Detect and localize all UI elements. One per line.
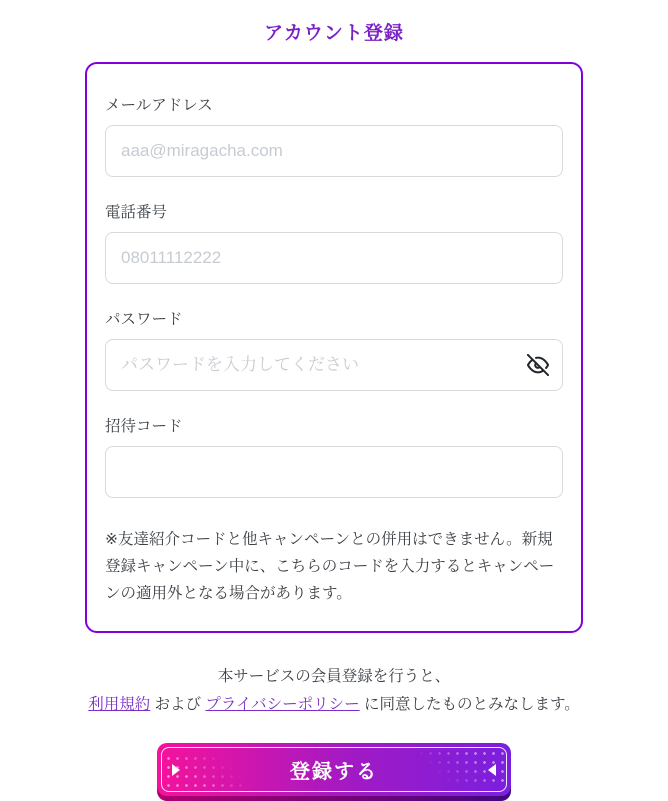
page-title: アカウント登録 (264, 23, 404, 44)
agreement-line1: 本サービスの会員登録を行うと、 (217, 668, 451, 686)
email-input-wrap (105, 125, 563, 177)
invite-input-wrap (105, 446, 563, 498)
register-button-label: 登録する (290, 761, 378, 784)
phone-label: 電話番号 (105, 204, 168, 221)
register-button[interactable] (157, 743, 511, 796)
agreement-middle: および (150, 696, 206, 714)
password-field-group (105, 307, 563, 391)
email-input[interactable] (105, 125, 563, 177)
eye-off-icon (527, 354, 549, 376)
invite-code-label: 招待コード (105, 418, 183, 435)
dots-pattern-top-right (408, 749, 504, 785)
invite-code-input[interactable] (105, 446, 563, 498)
register-button-area (157, 743, 511, 801)
triangle-right-icon (172, 764, 180, 776)
phone-input[interactable] (105, 232, 563, 284)
password-visibility-toggle[interactable] (525, 352, 551, 378)
password-input[interactable] (105, 339, 563, 391)
invite-field-group (105, 414, 563, 498)
password-label: パスワード (105, 311, 183, 328)
dots-pattern-bottom-left (164, 754, 260, 790)
phone-input-wrap (105, 232, 563, 284)
agreement-suffix: に同意したものとみなします。 (359, 696, 580, 714)
email-field-group (105, 93, 563, 177)
triangle-left-icon (488, 764, 496, 776)
terms-link[interactable]: 利用規約 (88, 696, 151, 714)
password-input-wrap (105, 339, 563, 391)
invite-code-note: ※友達紹介コードと他キャンペーンとの併用はできません。新規登録キャンペーン中に、こちらのコードを入力するとキャンペーンの適用外となる場合があります。 (105, 531, 555, 603)
agreement-text (0, 663, 668, 719)
privacy-policy-link[interactable]: プライバシーポリシー (205, 696, 360, 714)
phone-field-group (105, 200, 563, 284)
email-label: メールアドレス (105, 97, 213, 114)
registration-form-card (85, 62, 583, 633)
